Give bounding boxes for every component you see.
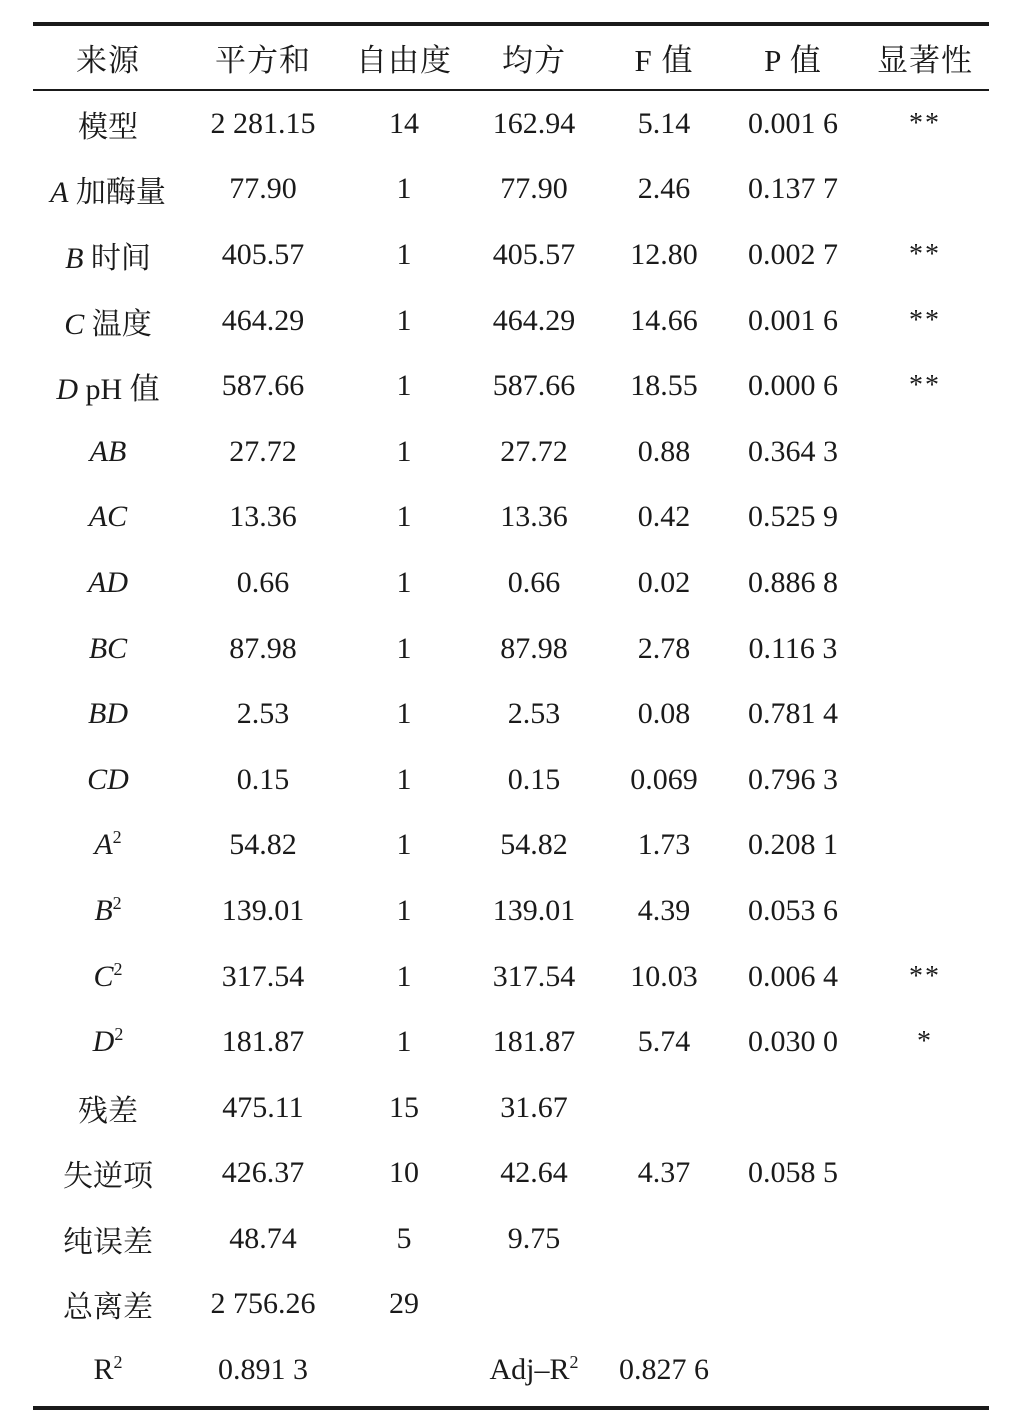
source-cell <box>33 747 183 813</box>
source-term: C <box>93 959 114 993</box>
f-value-cell: 14.66 <box>630 303 698 337</box>
table-row <box>33 157 989 223</box>
source-cell <box>33 353 183 419</box>
df-cell: 1 <box>396 762 412 796</box>
table-row <box>33 1075 989 1141</box>
p-value-cell: 0.002 7 <box>748 237 838 271</box>
sum-of-squares-cell: 139.01 <box>221 893 305 927</box>
table-row <box>33 616 989 682</box>
mean-square-cell: 181.87 <box>492 1025 576 1059</box>
table-row <box>33 288 989 354</box>
adj-r2-label: Adj–R <box>489 1353 570 1387</box>
df-cell: 14 <box>389 106 419 140</box>
source-cell <box>33 681 183 747</box>
f-value-cell: 0.08 <box>637 697 691 731</box>
header-sum-of-squares: 平方和 <box>215 43 311 78</box>
source-cell <box>33 222 183 288</box>
sum-of-squares-cell: 426.37 <box>221 1156 305 1190</box>
df-cell: 1 <box>396 237 412 271</box>
sum-of-squares-cell: 405.57 <box>221 237 305 271</box>
p-value-cell: 0.001 6 <box>748 303 838 337</box>
table-row <box>33 1206 989 1272</box>
p-value-cell: 0.000 6 <box>748 369 838 403</box>
source-cell <box>33 157 183 223</box>
f-value-cell <box>603 1272 725 1338</box>
significance-cell: ** <box>909 107 941 139</box>
table-row <box>33 878 989 944</box>
df-cell: 1 <box>396 697 412 731</box>
df-cell: 1 <box>396 828 412 862</box>
df-cell: 1 <box>396 500 412 534</box>
df-cell: 1 <box>396 631 412 665</box>
r2-value: 0.891 3 <box>218 1353 308 1387</box>
source-term: C <box>64 307 85 341</box>
mean-square-cell: 405.57 <box>492 237 576 271</box>
sum-of-squares-cell: 2 756.26 <box>210 1287 316 1321</box>
df-cell: 1 <box>396 959 412 993</box>
df-cell: 1 <box>396 369 412 403</box>
source-label: pH 值 <box>85 373 160 407</box>
summary-row <box>33 1337 989 1403</box>
empty-cell <box>343 1337 465 1403</box>
significance-cell: ** <box>909 960 941 992</box>
empty-cell <box>725 1337 861 1403</box>
significance-cell <box>861 1075 989 1141</box>
sum-of-squares-cell: 77.90 <box>229 172 297 206</box>
p-value-cell: 0.006 4 <box>748 959 838 993</box>
significance-cell <box>861 550 989 616</box>
significance-cell <box>861 1141 989 1207</box>
table-row <box>33 485 989 551</box>
significance-cell <box>861 813 989 879</box>
source-term: A <box>94 828 113 862</box>
significance-cell: ** <box>909 304 941 336</box>
header-f-value: F 值 <box>634 43 694 78</box>
sum-of-squares-cell: 464.29 <box>221 303 305 337</box>
source-cell: 模型 <box>78 110 138 144</box>
header-degrees-of-freedom: 自由度 <box>356 43 452 78</box>
source-term: BC <box>88 631 128 665</box>
f-value-cell: 0.069 <box>630 762 698 796</box>
source-term: B <box>65 241 84 275</box>
f-value-cell: 4.39 <box>637 893 691 927</box>
mean-square-cell: 0.66 <box>507 565 561 599</box>
f-value-cell: 4.37 <box>637 1156 691 1190</box>
source-label: 温度 <box>91 307 152 341</box>
source-term: AB <box>89 434 127 468</box>
f-value-cell <box>603 1206 725 1272</box>
table-row <box>33 1141 989 1207</box>
p-value-cell <box>725 1206 861 1272</box>
anova-table <box>33 26 989 1403</box>
table-row <box>33 681 989 747</box>
mean-square-cell: 31.67 <box>500 1090 568 1124</box>
f-value-cell: 5.14 <box>637 106 691 140</box>
df-cell: 29 <box>389 1287 419 1321</box>
sum-of-squares-cell: 475.11 <box>222 1090 304 1124</box>
significance-cell: * <box>917 1026 933 1058</box>
source-superscript: 2 <box>112 892 122 913</box>
p-value-cell: 0.525 9 <box>748 500 838 534</box>
header-p-value: P 值 <box>764 43 822 78</box>
source-cell <box>33 485 183 551</box>
f-value-cell <box>603 1075 725 1141</box>
adj-r2-label-cell <box>465 1337 603 1403</box>
source-term: B <box>94 893 113 927</box>
sum-of-squares-cell: 0.15 <box>236 762 290 796</box>
mean-square-cell: 0.15 <box>507 762 561 796</box>
sum-of-squares-cell: 0.66 <box>236 565 290 599</box>
significance-cell <box>861 878 989 944</box>
table-row <box>33 747 989 813</box>
significance-cell <box>861 157 989 223</box>
mean-square-cell: 77.90 <box>500 172 568 206</box>
r2-label: R <box>93 1353 114 1387</box>
f-value-cell: 0.02 <box>637 565 691 599</box>
sum-of-squares-cell: 587.66 <box>221 369 305 403</box>
source-label: 加酶量 <box>75 176 166 210</box>
source-term: D <box>92 1025 115 1059</box>
significance-cell <box>861 1272 989 1338</box>
f-value-cell: 0.42 <box>637 500 691 534</box>
source-superscript: 2 <box>112 827 122 848</box>
sum-of-squares-cell: 2.53 <box>236 697 290 731</box>
source-cell <box>33 878 183 944</box>
sum-of-squares-cell: 48.74 <box>229 1221 297 1255</box>
p-value-cell: 0.886 8 <box>748 565 838 599</box>
p-value-cell: 0.208 1 <box>748 828 838 862</box>
header-row <box>33 26 989 90</box>
source-cell: 残差 <box>78 1094 138 1128</box>
source-cell <box>33 944 183 1010</box>
sum-of-squares-cell: 87.98 <box>229 631 297 665</box>
f-value-cell: 0.88 <box>637 434 691 468</box>
df-cell: 1 <box>396 1025 412 1059</box>
p-value-cell: 0.001 6 <box>748 106 838 140</box>
f-value-cell: 2.46 <box>637 172 691 206</box>
table-body <box>33 90 989 1403</box>
table-row <box>33 1272 989 1338</box>
p-value-cell <box>725 1272 861 1338</box>
f-value-cell: 18.55 <box>630 369 698 403</box>
source-term: D <box>56 373 78 407</box>
source-term: CD <box>87 762 129 796</box>
significance-cell <box>861 1206 989 1272</box>
p-value-cell: 0.796 3 <box>748 762 838 796</box>
df-cell: 1 <box>396 434 412 468</box>
f-value-cell: 1.73 <box>637 828 691 862</box>
mean-square-cell: 42.64 <box>500 1156 568 1190</box>
source-label: 时间 <box>90 241 151 275</box>
df-cell: 1 <box>396 565 412 599</box>
header-significance: 显著性 <box>877 43 973 78</box>
table-row <box>33 813 989 879</box>
df-cell: 5 <box>396 1221 412 1255</box>
p-value-cell: 0.030 0 <box>748 1025 838 1059</box>
table-row <box>33 550 989 616</box>
df-cell: 10 <box>389 1156 419 1190</box>
source-term: AD <box>88 565 128 599</box>
source-term: A <box>50 176 69 210</box>
source-cell: 总离差 <box>63 1291 153 1325</box>
mean-square-cell: 587.66 <box>492 369 576 403</box>
p-value-cell: 0.137 7 <box>748 172 838 206</box>
mean-square-cell: 27.72 <box>500 434 568 468</box>
source-cell <box>33 1009 183 1075</box>
table-header <box>33 26 989 90</box>
source-cell <box>33 813 183 879</box>
r2-superscript: 2 <box>113 1352 123 1373</box>
source-cell: 纯误差 <box>63 1225 153 1259</box>
f-value-cell: 2.78 <box>637 631 691 665</box>
mean-square-cell: 317.54 <box>492 959 576 993</box>
mean-square-cell: 464.29 <box>492 303 576 337</box>
empty-cell <box>861 1337 989 1403</box>
significance-cell <box>861 681 989 747</box>
significance-cell <box>861 419 989 485</box>
table-row <box>33 353 989 419</box>
source-term: AC <box>88 500 128 534</box>
f-value-cell: 10.03 <box>630 959 698 993</box>
source-cell <box>33 288 183 354</box>
mean-square-cell: 162.94 <box>492 106 576 140</box>
significance-cell: ** <box>909 370 941 402</box>
source-superscript: 2 <box>113 958 123 979</box>
mean-square-cell: 139.01 <box>492 893 576 927</box>
significance-cell: ** <box>909 238 941 270</box>
mean-square-cell: 87.98 <box>500 631 568 665</box>
sum-of-squares-cell: 317.54 <box>221 959 305 993</box>
sum-of-squares-cell: 13.36 <box>229 500 297 534</box>
table-row <box>33 944 989 1010</box>
df-cell: 1 <box>396 893 412 927</box>
f-value-cell: 12.80 <box>630 237 698 271</box>
mean-square-cell: 9.75 <box>507 1221 561 1255</box>
p-value-cell <box>725 1075 861 1141</box>
table-row <box>33 90 989 157</box>
p-value-cell: 0.116 3 <box>748 631 838 665</box>
sum-of-squares-cell: 2 281.15 <box>210 106 316 140</box>
df-cell: 15 <box>389 1090 419 1124</box>
mean-square-cell: 13.36 <box>500 500 568 534</box>
mean-square-cell <box>465 1272 603 1338</box>
table-bottom-rule <box>33 1406 989 1410</box>
mean-square-cell: 2.53 <box>507 697 561 731</box>
source-superscript: 2 <box>114 1024 124 1045</box>
source-term: BD <box>88 697 128 731</box>
source-cell <box>33 550 183 616</box>
header-source: 来源 <box>76 43 140 78</box>
df-cell: 1 <box>396 172 412 206</box>
p-value-cell: 0.781 4 <box>748 697 838 731</box>
df-cell: 1 <box>396 303 412 337</box>
significance-cell <box>861 485 989 551</box>
table-row <box>33 1009 989 1075</box>
significance-cell <box>861 616 989 682</box>
table-row <box>33 419 989 485</box>
adj-r2-value: 0.827 6 <box>619 1353 709 1387</box>
significance-cell <box>861 747 989 813</box>
sum-of-squares-cell: 181.87 <box>221 1025 305 1059</box>
r2-label-cell <box>33 1337 183 1403</box>
adj-r2-superscript: 2 <box>569 1352 579 1373</box>
sum-of-squares-cell: 27.72 <box>229 434 297 468</box>
p-value-cell: 0.364 3 <box>748 434 838 468</box>
p-value-cell: 0.058 5 <box>748 1156 838 1190</box>
source-cell <box>33 419 183 485</box>
p-value-cell: 0.053 6 <box>748 893 838 927</box>
source-cell: 失逆项 <box>63 1160 153 1194</box>
header-mean-square: 均方 <box>502 43 566 78</box>
f-value-cell: 5.74 <box>637 1025 691 1059</box>
source-cell <box>33 616 183 682</box>
table-row <box>33 222 989 288</box>
sum-of-squares-cell: 54.82 <box>229 828 297 862</box>
mean-square-cell: 54.82 <box>500 828 568 862</box>
